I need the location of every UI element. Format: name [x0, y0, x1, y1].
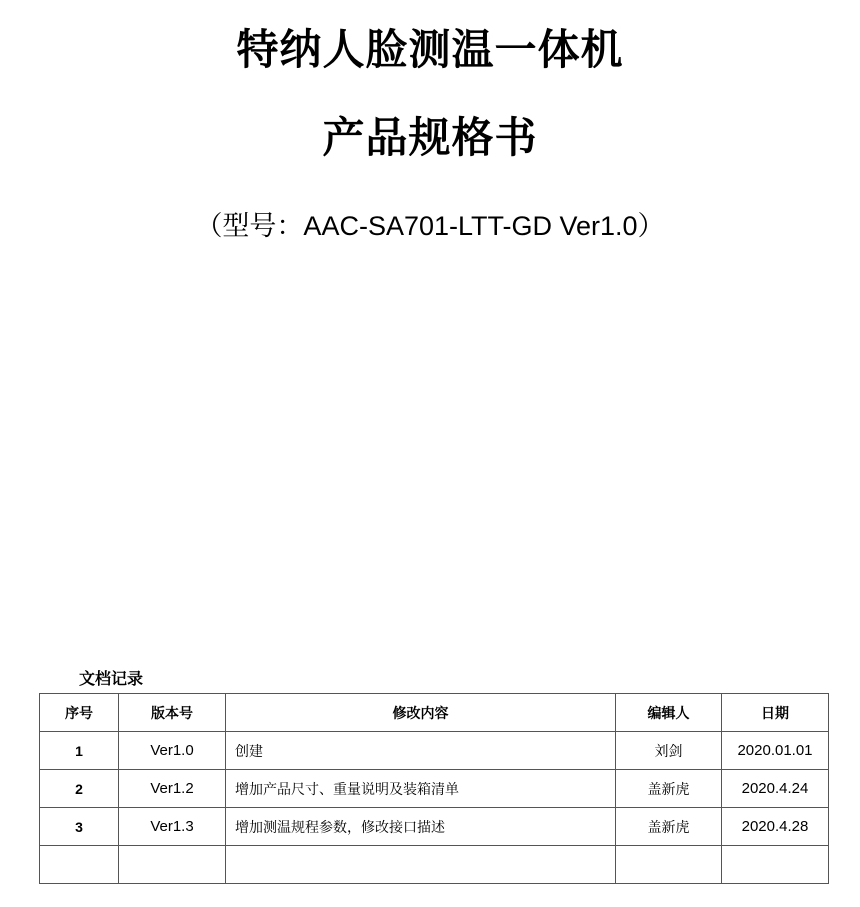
- header-date: 日期: [722, 694, 829, 732]
- cell-serial-no: 2: [40, 770, 119, 808]
- cell-version: Ver1.3: [119, 808, 226, 846]
- table-header-row: [40, 694, 829, 732]
- document-record-label: 文档记录: [79, 669, 144, 688]
- cell-date: [722, 846, 829, 884]
- cell-change-content: [226, 846, 616, 884]
- cell-version: Ver1.0: [119, 732, 226, 770]
- cell-serial-no: 1: [40, 732, 119, 770]
- document-title-line-1: 特纳人脸测温一体机: [236, 25, 624, 74]
- document-title-line-2: 产品规格书: [322, 113, 538, 162]
- header-version: 版本号: [119, 694, 226, 732]
- table-row: [40, 732, 829, 770]
- table-row: [40, 770, 829, 808]
- cell-change-content: 创建: [226, 732, 616, 770]
- table-row: [40, 808, 829, 846]
- cell-editor: 盖新虎: [616, 808, 722, 846]
- header-serial-no: 序号: [40, 694, 119, 732]
- table-row: [40, 846, 829, 884]
- cell-serial-no: 3: [40, 808, 119, 846]
- cell-editor: 刘剑: [616, 732, 722, 770]
- model-number: （型号：AAC-SA701-LTT-GD Ver1.0）: [195, 211, 665, 241]
- cell-editor: [616, 846, 722, 884]
- cell-change-content: 增加测温规程参数，修改接口描述: [226, 808, 616, 846]
- cell-date: 2020.4.24: [722, 770, 829, 808]
- cell-date: 2020.01.01: [722, 732, 829, 770]
- header-editor: 编辑人: [616, 694, 722, 732]
- cell-serial-no: [40, 846, 119, 884]
- document-record-table: [39, 693, 829, 884]
- cell-version: Ver1.2: [119, 770, 226, 808]
- header-change-content: 修改内容: [226, 694, 616, 732]
- cell-change-content: 增加产品尺寸、重量说明及装箱清单: [226, 770, 616, 808]
- cell-date: 2020.4.28: [722, 808, 829, 846]
- cell-editor: 盖新虎: [616, 770, 722, 808]
- cell-version: [119, 846, 226, 884]
